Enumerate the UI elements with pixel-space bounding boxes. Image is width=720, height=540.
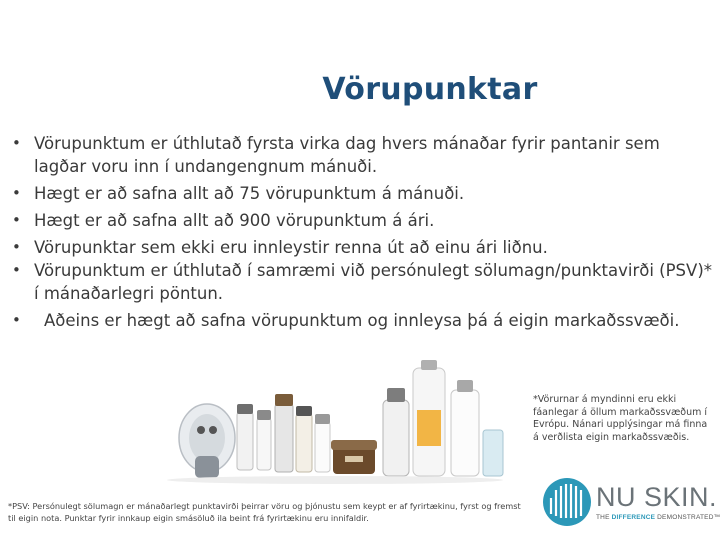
bullet-list <box>12 132 712 332</box>
galvanic-device-image <box>179 404 235 478</box>
page-title: Vörupunktar <box>322 72 538 107</box>
logo-wordmark: NU SKIN. <box>596 482 718 512</box>
logo-tagline-prefix: THE <box>596 514 612 521</box>
supplement-bottles-image <box>383 360 503 476</box>
product-availability-note: *Vörurnar á myndinni eru ekki fáanlegar á öllum markaðssvæðum í Evrópu. Nánari upplýsingar má finna á verðlista eigin markaðssvæðis. <box>533 394 708 443</box>
logo-tagline-emphasis: DIFFERENCE <box>611 514 656 521</box>
nu-skin-logo <box>540 474 718 534</box>
cream-jar-image <box>331 440 377 474</box>
list-item: • Vörupunktum er úthlutað í samræmi við persónulegt sölumagn/punktavirði (PSV)* í mánaðarlegri pöntun. <box>12 259 712 305</box>
skincare-bottles-image <box>237 394 330 472</box>
list-item: • Hægt er að safna allt að 75 vörupunktum á mánuði. <box>12 182 712 205</box>
list-item-text: Aðeins er hægt að safna vörupunktum og innleysa þá á eigin markaðssvæði. <box>44 311 680 330</box>
logo-tagline <box>596 514 720 521</box>
product-bottles-image <box>165 360 505 485</box>
nu-skin-logo-icon <box>542 476 592 528</box>
list-item <box>12 309 712 332</box>
list-item: • Vörupunktar sem ekki eru innleystir renna út að einu ári liðnu. <box>12 236 712 259</box>
logo-tagline-suffix: DEMONSTRATED™ <box>655 514 720 521</box>
psv-footnote: *PSV: Persónulegt sölumagn er mánaðarlegt punktavirði þeirrar vöru og þjónustu sem keypt er af fyrirtækinu, fyrst og fremst til eigin nota. Punktar fyrir innkaup eigin smásöluð ila beint frá fyrirtækinu eru innifaldir. <box>8 501 521 523</box>
list-item: • Vörupunktum er úthlutað fyrsta virka dag hvers mánaðar fyrir pantanir sem lagðar voru inn í undangengnum mánuði. <box>12 132 712 178</box>
list-item: • Hægt er að safna allt að 900 vörupunktum á ári. <box>12 209 712 232</box>
